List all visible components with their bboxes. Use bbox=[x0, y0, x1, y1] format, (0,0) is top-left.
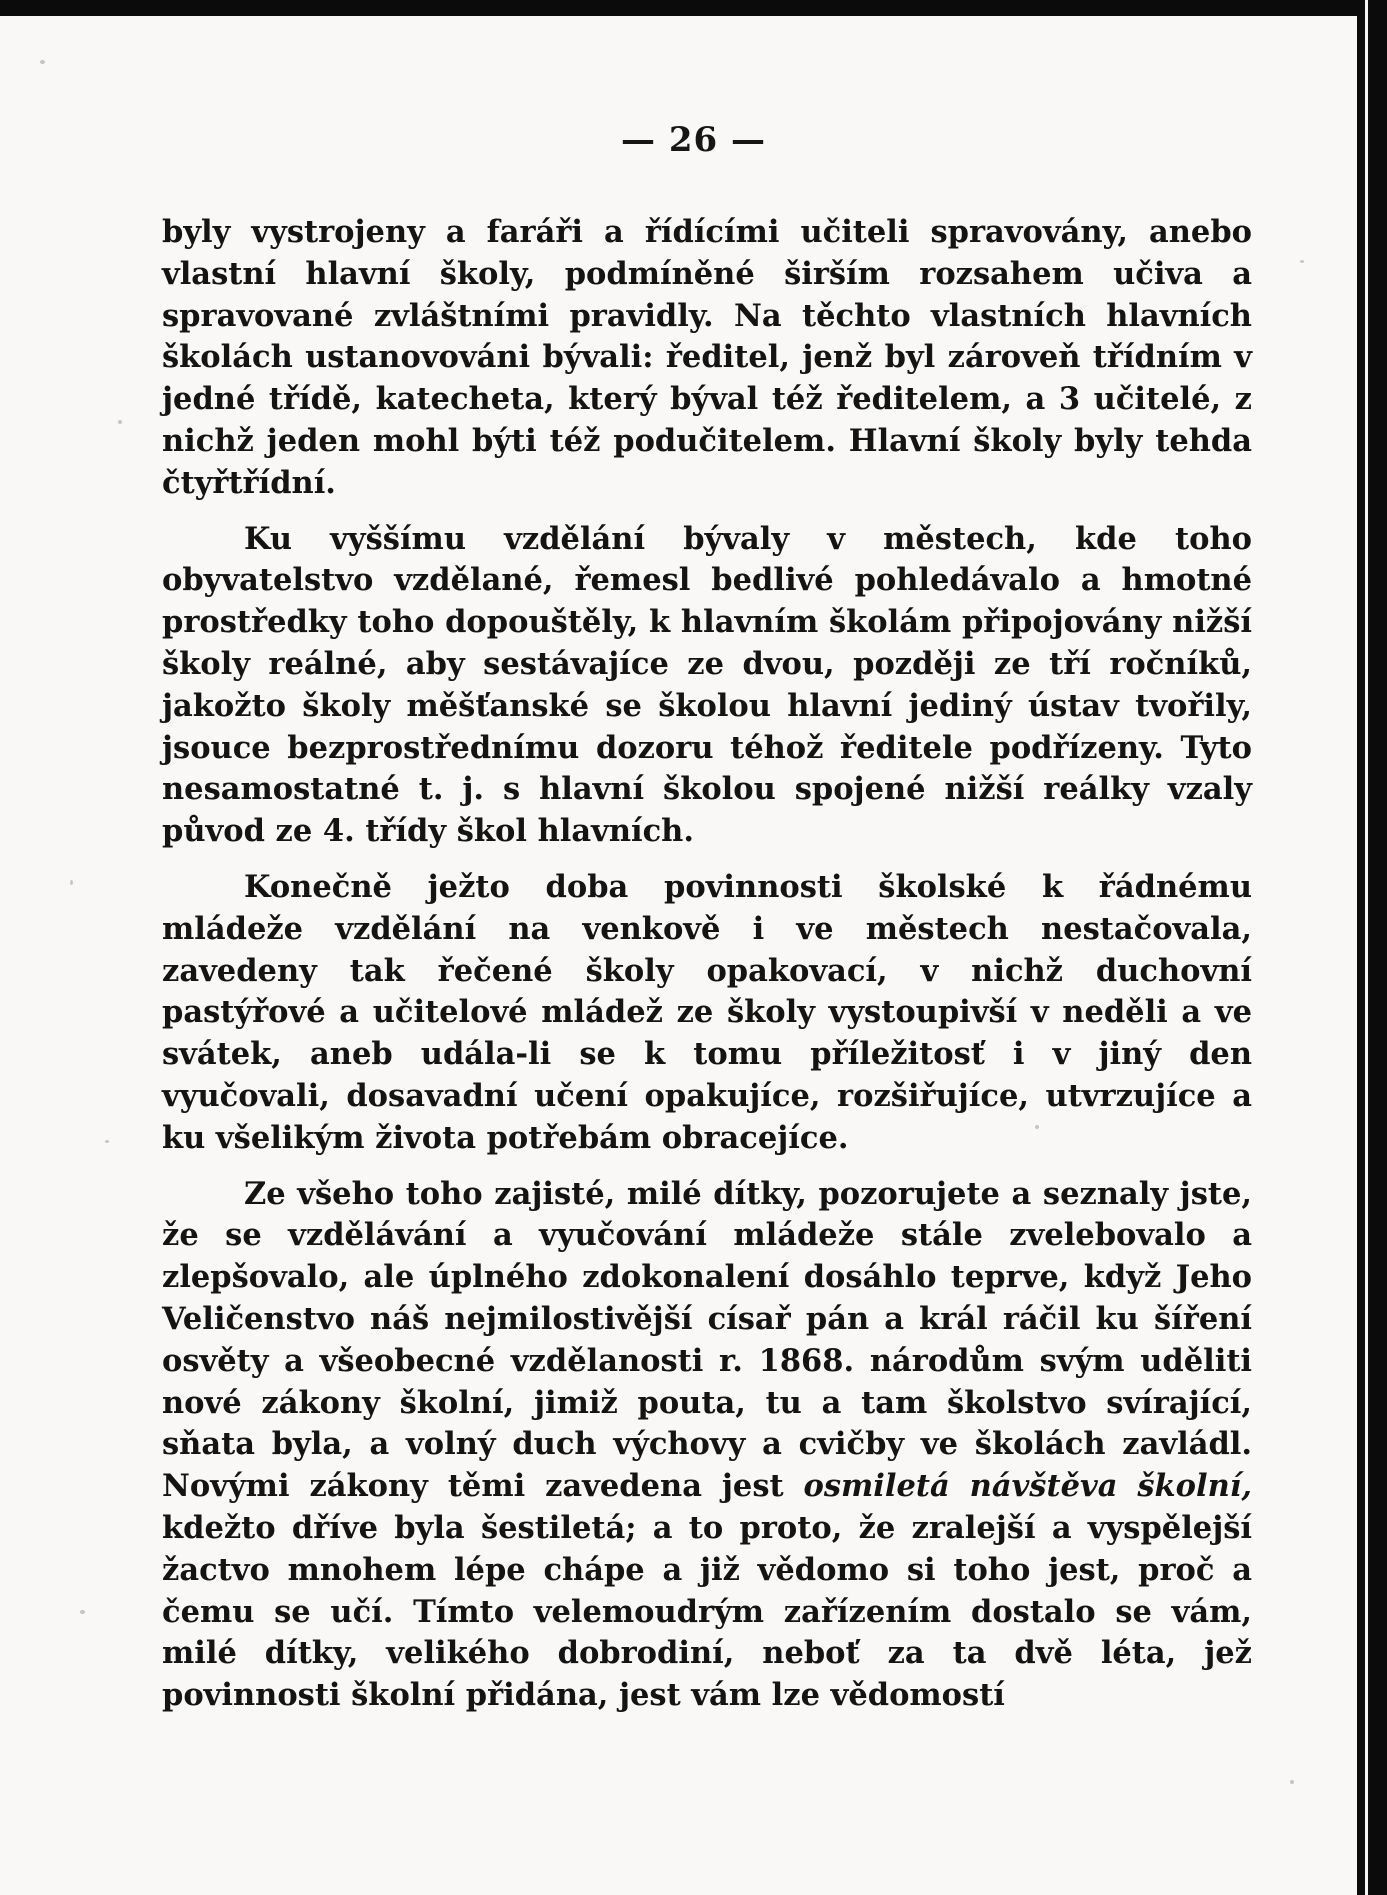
scan-top-edge bbox=[0, 0, 1387, 16]
paragraph-2: Ku vyššímu vzdělání bývaly v městech, kde toho obyvatelstvo vzdělané, řemesl bedlivé pohledávalo a hmotné prostředky toho dopouštěly, k hlavním školám připojovány nižší školy reálné, aby sestávajíce ze dvou, později ze tří ročníků, jakožto školy měšťanské se školou hlavní jediný ústav tvořily, jsouce bezprostřednímu dozoru téhož ředitele podřízeny. Tyto nesamostatné t. j. s hlavní školou spojené nižší reálky vzaly původ ze 4. třídy škol hlavních. bbox=[162, 520, 1252, 850]
scan-right-edge bbox=[1357, 0, 1387, 1895]
paragraph-4-emphasis: osmiletá návštěva školní, bbox=[803, 1468, 1252, 1505]
paragraph-4-text-after: kdežto dříve byla šestiletá; a to proto, že zralejší a vyspělejší žactvo mnohem lépe chápe a již vědomo si toho jest, proč a čemu se učí. Tímto velemoudrým zařízením dostalo se vám, milé dítky, velikého dobrodiní, neboť za ta dvě léta, jež povinnosti školní přidána, jest vám lze vědomostí bbox=[162, 1509, 1252, 1714]
body-text bbox=[162, 212, 1252, 1731]
paragraph-4-text-before: Ze všeho toho zajisté, milé dítky, pozorujete a seznaly jste, že se vzdělávání a vyučování mládeže stále zvelebovalo a zlepšovalo, ale úplného zdokonalení dosáhlo teprve, když Jeho Veličenstvo náš nejmilostivější císař pán a král ráčil ku šíření osvěty a všeobecné vzdělanosti r. 1868. národům svým uděliti nové zákony školní, jimiž pouta, tu a tam školstvo svírající, sňata byla, a volný duch výchovy a cvičby ve školách zavládl. Novými zákony těmi zavedena jest bbox=[162, 1175, 1252, 1505]
paragraph-3: Konečně ježto doba povinnosti školské k řádnému mládeže vzdělání na venkově i ve městech nestačovala, zavedeny tak řečené školy opakovací, v nichž duchovní pastýřové a učitelové mládež ze školy vystoupivší v neděli a ve svátek, aneb udála-li se k tomu příležitosť i v jiný den vyučovali, dosavadní učení opakujíce, rozšiřujíce, utvrzujíce a ku všelikým života potřebám obracejíce. bbox=[162, 868, 1252, 1156]
paragraph-1: byly vystrojeny a faráři a řídícími učiteli spravovány, anebo vlastní hlavní školy, podmíněné širším rozsahem učiva a spravované zvláštními pravidly. Na těchto vlastních hlavních školách ustanovováni bývali: ředitel, jenž byl zároveň třídním v jedné třídě, katecheta, který býval též ředitelem, a 3 učitelé, z nichž jeden mohl býti též podučitelem. Hlavní školy byly tehda čtyřtřídní. bbox=[162, 214, 1252, 501]
paragraph-4 bbox=[162, 1174, 1252, 1717]
page-number: — 26 — bbox=[621, 120, 766, 160]
